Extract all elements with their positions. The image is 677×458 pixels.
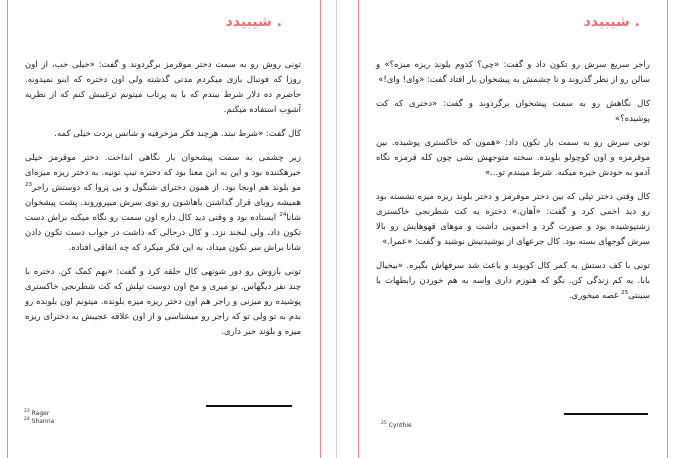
- right-page-border-right: [667, 0, 668, 458]
- left-page-body: [25, 58, 301, 349]
- right-page-brand-title: شیبیدد .: [583, 14, 640, 30]
- paragraph: راجر سریع سرش رو تکون داد و گفت: «چی؟ کدوم بلوند ریزه میزه؟» و سالن رو از نظر گذروند و تا چشمش به پیشخوان بار افتاد گفت: «وای! وای!»: [376, 60, 650, 85]
- footnote-number: 24: [24, 417, 30, 422]
- footnote-text: Rager: [29, 410, 50, 417]
- paragraph: تونی سرش رو به سمت بار تکون داد: «همون که خاکستری پوشیده. بین موقرمزه و اون کوچولو بلونده. سخته متوجهش بشی چون کله قرمزه نگاه آدمو به خودش خیره میکنه. شرط میبندم تو...»: [376, 138, 650, 178]
- left-page-border-right: [320, 0, 321, 458]
- paragraph: کال نگاهش رو به سمت پیشخوان برگردوند و گفت: «دختری که کت پوشیده؟»: [376, 99, 650, 124]
- right-page-footnote-rule: [564, 413, 648, 415]
- right-page-footnotes: [381, 422, 581, 430]
- paragraph: تونی روش رو به سمت دختر موقرمز برگردوند و گفت: «خیلی خب، از اون روزا که فوتبال بازی میکردم مدتی گذشته ولی اون دختره که اینو نمیدونه. حاضرم ده دلار شرط ببندم که با یه پرتاب میتونم ترغیبش کنم که از نظریه آشوب استفاده میکنم.: [25, 60, 301, 115]
- footnote-marker: 23: [25, 182, 32, 189]
- paragraph: کال وقتی دختر تپلی که بین دختر موقرمز و دختر بلوند ریزه میزه نشسته بود رو دید اخمی کرد و گفت: «آهان.» دختره یه کت شطرنجی خاکستری زشتپوشیده بود و صورت گرد و اخمویی داشت و موهای قهوهایش رو بالا سرش گوجهای بسته بود. کال جرعهای از نوشیدنیش نوشید و گفت: «عمرا.»: [376, 192, 650, 247]
- left-page-footnote-rule: [206, 405, 292, 407]
- paragraph: زیر چشمی به سمت پیشخوان بار نگاهی انداخت. دختر موقرمز خیلی خیرهکننده بود و این به این معنا بود که دختره تیپ تونیه. به دختر ریزه میزه‌ای مو بلوند هم اونجا بود. از همون دخترای شنگول و بی پروا که دوستش راجر$^{23}$ همیشه رویای قرار گذاشتن باهاشون رو توی سرش میپروروند. پشت پیشخوان شانا$^{24}$ ایستاده بود و وقتی دید کال داره اون سمت رو نگاه میکنه براش دست تکون داد، ولی لبخند نزد. و کال درحالی که داشت در جواب دست تکون دادن شانا براش سر تکون میداد، به این فکر میکرد که چه اتفاقی افتاده.: [25, 153, 301, 253]
- footnote-marker: 24: [279, 212, 287, 219]
- footnote-number: 25: [381, 421, 387, 426]
- footnote-marker: 25: [621, 290, 629, 297]
- left-page-brand-title: شیبیدد .: [225, 14, 282, 30]
- right-page: [359, 0, 667, 458]
- footnote: [381, 422, 581, 430]
- footnote-text: Cynthie: [386, 422, 412, 429]
- footnote: [24, 418, 224, 426]
- left-page-footnotes: [24, 410, 224, 426]
- footnote: [24, 410, 224, 418]
- footnote-number: 23: [24, 409, 30, 414]
- footnote-text: Shanna: [29, 418, 55, 425]
- right-page-body: [376, 58, 650, 313]
- paragraph: کال گفت: «شرط نبند. هرچند فکر مزخرفیه و شانس بردت خیلی کمه.: [54, 129, 301, 139]
- paragraph: تونی بازوش رو دور شونهی کال حلقه کرد و گفت: «بهم کمک کن. دختره با چند نفر دیگهاس. تو میری و مخ اون دوست تپلش که کت شطرنجی خاکستری پوشیده رو میزنی و راجر هم اون دختر ریزه میزه بلونده. میتونم اون بلونده رو بدم به تو ولی تو که راجر رو میشناسی و از اون علاقه عجیبش به دخترای ریزه میزه و بلوند خبر داری.: [25, 267, 301, 337]
- paragraph: تونی با کف دستش به کمر کال کوبوند و باعث شد سرفهاش بگیره. «بیخیال بابا. یه کم زندگی کن. نگو که هنوزم داری واسه به هم خوردن رابطهات با سینتی$^{25}$ غصه میخوری.: [376, 261, 650, 301]
- page-gutter-line: [336, 0, 337, 458]
- left-page: [8, 0, 320, 458]
